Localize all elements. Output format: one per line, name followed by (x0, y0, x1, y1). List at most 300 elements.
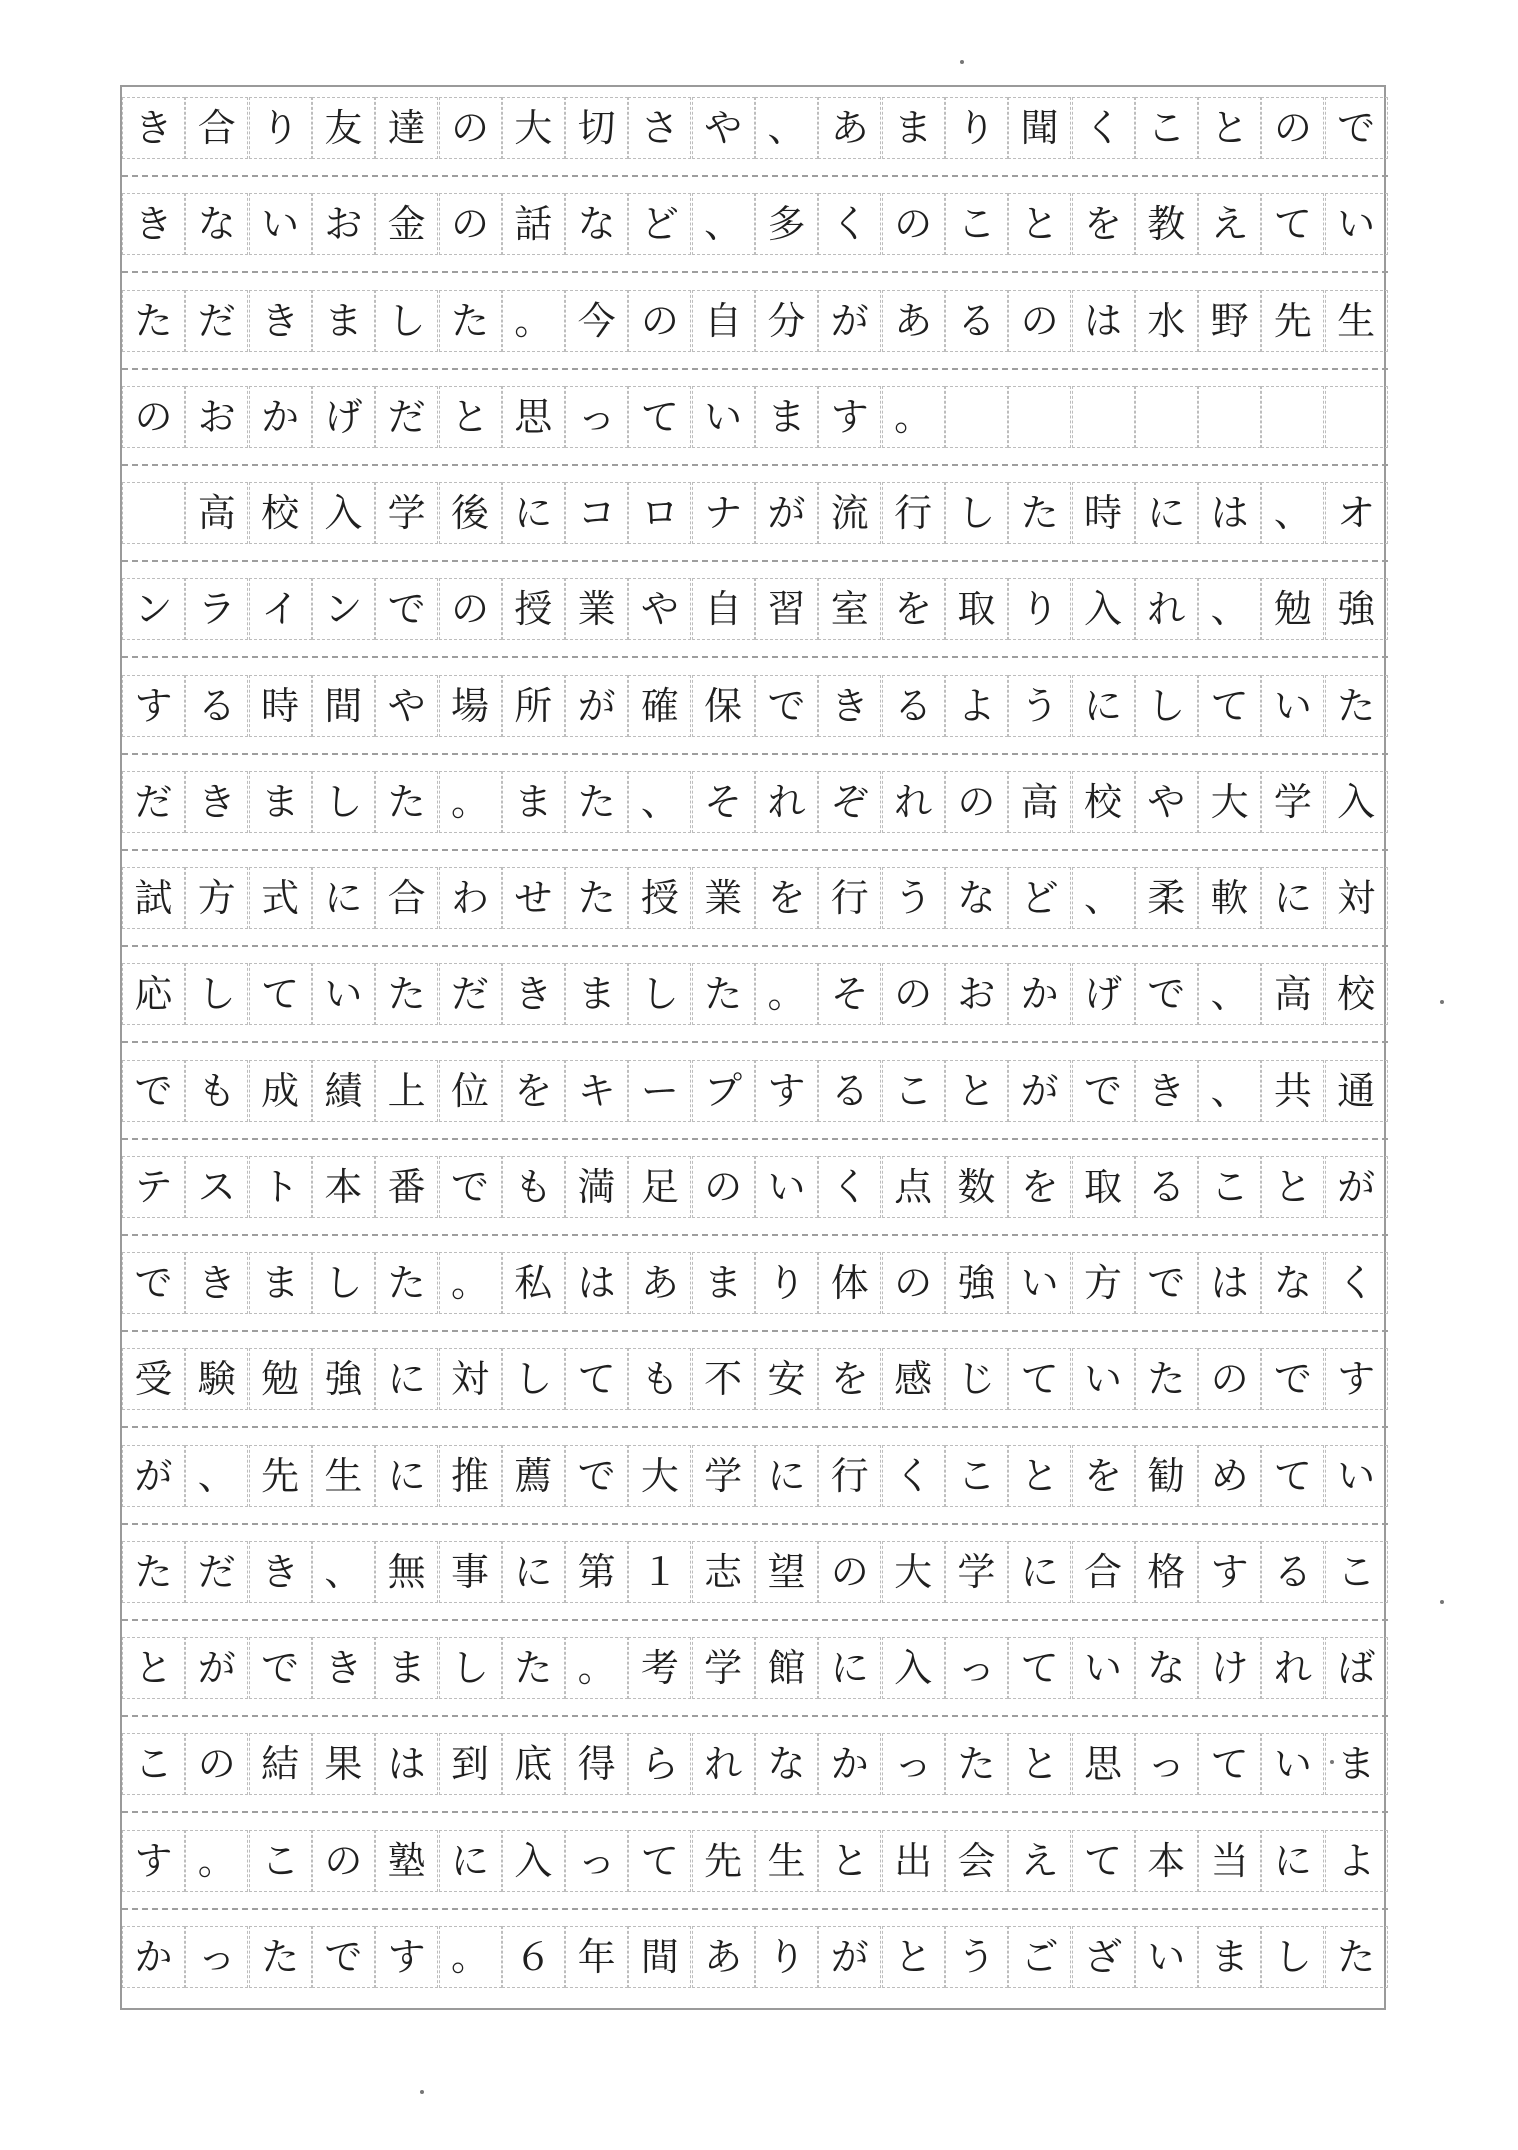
manuscript-cell: 生 (1325, 290, 1388, 352)
manuscript-cell: か (122, 1926, 185, 1988)
manuscript-cell: た (375, 1252, 438, 1314)
manuscript-cell: 生 (755, 1830, 818, 1892)
manuscript-cell: や (692, 97, 755, 159)
manuscript-cell: す (818, 386, 881, 448)
row-separator (122, 656, 1388, 658)
manuscript-cell: で (249, 1637, 312, 1699)
manuscript-cell: す (755, 1060, 818, 1122)
manuscript-cell: 今 (565, 290, 628, 352)
manuscript-cell: る (945, 290, 1008, 352)
manuscript-cell: 大 (1198, 771, 1261, 833)
manuscript-cell: く (1325, 1252, 1388, 1314)
manuscript-cell: 推 (439, 1445, 502, 1507)
manuscript-cell: 勉 (1261, 578, 1324, 640)
manuscript-cell: り (1008, 578, 1071, 640)
manuscript-cell: 、 (755, 97, 818, 159)
manuscript-cell: き (122, 97, 185, 159)
manuscript-cell: 先 (1261, 290, 1324, 352)
manuscript-cell: 授 (502, 578, 565, 640)
manuscript-cell: 業 (692, 867, 755, 929)
manuscript-cell: 勉 (249, 1348, 312, 1410)
manuscript-cell: 本 (1135, 1830, 1198, 1892)
row-separator (122, 1523, 1388, 1525)
manuscript-cell: ６ (502, 1926, 565, 1988)
manuscript-cell: 行 (882, 482, 945, 544)
manuscript-cell: い (1261, 1733, 1324, 1795)
manuscript-cell: 績 (312, 1060, 375, 1122)
manuscript-cell: に (502, 482, 565, 544)
manuscript-cell: 強 (945, 1252, 1008, 1314)
manuscript-cell: や (1135, 771, 1198, 833)
manuscript-cell: だ (122, 771, 185, 833)
manuscript-cell: の (882, 193, 945, 255)
manuscript-cell: 安 (755, 1348, 818, 1410)
manuscript-cell: 校 (249, 482, 312, 544)
manuscript-cell: い (1008, 1252, 1071, 1314)
manuscript-cell: き (249, 290, 312, 352)
manuscript-cell: 勧 (1135, 1445, 1198, 1507)
manuscript-row (122, 193, 1388, 255)
manuscript-cell: う (1008, 675, 1071, 737)
manuscript-cell: や (375, 675, 438, 737)
manuscript-cell: く (818, 1156, 881, 1218)
row-separator (122, 1811, 1388, 1813)
manuscript-cell: た (692, 963, 755, 1025)
manuscript-cell: な (1261, 1252, 1324, 1314)
manuscript-cell: イ (249, 578, 312, 640)
manuscript-cell: 業 (565, 578, 628, 640)
manuscript-cell: い (1135, 1926, 1198, 1988)
manuscript-cell: 高 (185, 482, 248, 544)
manuscript-cell: 習 (755, 578, 818, 640)
manuscript-cell: こ (1198, 1156, 1261, 1218)
manuscript-cell: に (818, 1637, 881, 1699)
manuscript-cell: 点 (882, 1156, 945, 1218)
manuscript-row (122, 1060, 1388, 1122)
manuscript-cell: て (1198, 675, 1261, 737)
manuscript-cell: ラ (185, 578, 248, 640)
manuscript-cell: の (692, 1156, 755, 1218)
manuscript-cell: を (818, 1348, 881, 1410)
manuscript-cell: 教 (1135, 193, 1198, 255)
manuscript-cell: き (122, 193, 185, 255)
manuscript-cell: 金 (375, 193, 438, 255)
manuscript-cell: き (1135, 1060, 1198, 1122)
manuscript-cell: の (439, 193, 502, 255)
manuscript-cell: と (1261, 1156, 1324, 1218)
manuscript-cell: 学 (692, 1445, 755, 1507)
manuscript-cell: し (185, 963, 248, 1025)
manuscript-cell: 満 (565, 1156, 628, 1218)
manuscript-cell: っ (882, 1733, 945, 1795)
manuscript-cell: の (439, 97, 502, 159)
manuscript-cell: か (249, 386, 312, 448)
manuscript-cell: 流 (818, 482, 881, 544)
manuscript-cell: 大 (628, 1445, 691, 1507)
manuscript-cell (1008, 386, 1071, 448)
manuscript-row (122, 1733, 1388, 1795)
manuscript-cell: に (755, 1445, 818, 1507)
manuscript-cell: を (1008, 1156, 1071, 1218)
manuscript-cell: 高 (1261, 963, 1324, 1025)
manuscript-cell: い (1072, 1637, 1135, 1699)
manuscript-cell: 応 (122, 963, 185, 1025)
manuscript-cell: 感 (882, 1348, 945, 1410)
manuscript-cell: る (1261, 1541, 1324, 1603)
manuscript-cell: え (1008, 1830, 1071, 1892)
manuscript-cell: い (1072, 1348, 1135, 1410)
manuscript-cell: こ (249, 1830, 312, 1892)
manuscript-cell: る (185, 675, 248, 737)
manuscript-cell: の (1261, 97, 1324, 159)
manuscript-cell: 軟 (1198, 867, 1261, 929)
manuscript-cell: 受 (122, 1348, 185, 1410)
manuscript-cell: お (312, 193, 375, 255)
manuscript-cell: る (1135, 1156, 1198, 1218)
manuscript-cell: で (1135, 963, 1198, 1025)
manuscript-cell: ま (755, 386, 818, 448)
manuscript-cell: し (439, 1637, 502, 1699)
manuscript-cell: に (1261, 1830, 1324, 1892)
manuscript-cell: れ (882, 771, 945, 833)
manuscript-row (122, 97, 1388, 159)
manuscript-cell: 私 (502, 1252, 565, 1314)
manuscript-cell: 出 (882, 1830, 945, 1892)
manuscript-row (122, 578, 1388, 640)
scan-speck (1330, 1760, 1334, 1764)
manuscript-cell: が (565, 675, 628, 737)
manuscript-cell: に (1072, 675, 1135, 737)
manuscript-cell: よ (945, 675, 1008, 737)
manuscript-cell: の (122, 386, 185, 448)
manuscript-cell: に (1008, 1541, 1071, 1603)
scan-speck (960, 60, 964, 64)
manuscript-cell: 取 (945, 578, 1008, 640)
manuscript-cell: は (1198, 482, 1261, 544)
manuscript-cell: 生 (312, 1445, 375, 1507)
manuscript-cell: た (122, 290, 185, 352)
manuscript-cell: 、 (1198, 1060, 1261, 1122)
manuscript-cell: こ (1325, 1541, 1388, 1603)
manuscript-cell: の (882, 1252, 945, 1314)
manuscript-cell: わ (439, 867, 502, 929)
manuscript-cell: ま (1325, 1733, 1388, 1795)
manuscript-cell: 位 (439, 1060, 502, 1122)
manuscript-cell: 学 (1261, 771, 1324, 833)
manuscript-cell: 先 (692, 1830, 755, 1892)
manuscript-row (122, 1348, 1388, 1410)
manuscript-cell: と (1198, 97, 1261, 159)
manuscript-cell: か (1008, 963, 1071, 1025)
manuscript-cell: な (1135, 1637, 1198, 1699)
manuscript-cell: 所 (502, 675, 565, 737)
manuscript-cell: が (755, 482, 818, 544)
manuscript-cell: 、 (1198, 963, 1261, 1025)
manuscript-cell: で (312, 1926, 375, 1988)
manuscript-cell: 数 (945, 1156, 1008, 1218)
manuscript-cell: の (818, 1541, 881, 1603)
manuscript-cell: な (185, 193, 248, 255)
manuscript-cell: な (565, 193, 628, 255)
manuscript-cell: い (249, 193, 312, 255)
manuscript-cell: た (375, 771, 438, 833)
manuscript-row (122, 867, 1388, 929)
manuscript-cell: コ (565, 482, 628, 544)
manuscript-cell: の (1008, 290, 1071, 352)
manuscript-cell: っ (565, 386, 628, 448)
manuscript-row (122, 1926, 1388, 1988)
manuscript-cell: 試 (122, 867, 185, 929)
manuscript-cell: 年 (565, 1926, 628, 1988)
manuscript-cell: も (628, 1348, 691, 1410)
manuscript-cell: た (502, 1637, 565, 1699)
manuscript-cell: 得 (565, 1733, 628, 1795)
manuscript-cell: じ (945, 1348, 1008, 1410)
manuscript-cell: と (818, 1830, 881, 1892)
manuscript-cell: り (755, 1926, 818, 1988)
manuscript-cell: き (818, 675, 881, 737)
manuscript-cell: 時 (1072, 482, 1135, 544)
manuscript-cell: と (1008, 1733, 1071, 1795)
manuscript-cell: 共 (1261, 1060, 1324, 1122)
manuscript-row (122, 1830, 1388, 1892)
manuscript-cell: き (185, 1252, 248, 1314)
manuscript-cell: ご (1008, 1926, 1071, 1988)
manuscript-cell: 間 (312, 675, 375, 737)
manuscript-cell: て (628, 1830, 691, 1892)
manuscript-cell: 室 (818, 578, 881, 640)
manuscript-cell: そ (692, 771, 755, 833)
manuscript-cell: で (1072, 1060, 1135, 1122)
manuscript-cell: 入 (502, 1830, 565, 1892)
manuscript-cell: っ (565, 1830, 628, 1892)
manuscript-cell: 場 (439, 675, 502, 737)
manuscript-cell: く (1072, 97, 1135, 159)
manuscript-cell: た (1008, 482, 1071, 544)
manuscript-cell: た (565, 867, 628, 929)
manuscript-cell: を (882, 578, 945, 640)
manuscript-cell: せ (502, 867, 565, 929)
manuscript-cell: 入 (1325, 771, 1388, 833)
manuscript-cell: は (1198, 1252, 1261, 1314)
manuscript-cell: ま (565, 963, 628, 1025)
manuscript-cell: 話 (502, 193, 565, 255)
manuscript-cell: あ (692, 1926, 755, 1988)
manuscript-cell: は (565, 1252, 628, 1314)
manuscript-cell: 体 (818, 1252, 881, 1314)
manuscript-cell: け (1198, 1637, 1261, 1699)
manuscript-cell: て (1261, 193, 1324, 255)
manuscript-cell: 無 (375, 1541, 438, 1603)
manuscript-cell: て (1008, 1348, 1071, 1410)
manuscript-cell: た (249, 1926, 312, 1988)
manuscript-cell: て (628, 386, 691, 448)
manuscript-cell: １ (628, 1541, 691, 1603)
manuscript-cell: て (1072, 1830, 1135, 1892)
manuscript-cell: 館 (755, 1637, 818, 1699)
manuscript-cell: い (1325, 1445, 1388, 1507)
row-separator (122, 1715, 1388, 1717)
manuscript-cell: 。 (185, 1830, 248, 1892)
manuscript-row (122, 1156, 1388, 1218)
manuscript-cell: 験 (185, 1348, 248, 1410)
manuscript-cell: り (755, 1252, 818, 1314)
manuscript-cell: 取 (1072, 1156, 1135, 1218)
manuscript-row (122, 1541, 1388, 1603)
manuscript-cell: 事 (439, 1541, 502, 1603)
manuscript-cell: た (1135, 1348, 1198, 1410)
manuscript-cell: に (502, 1541, 565, 1603)
manuscript-cell: 、 (692, 193, 755, 255)
manuscript-cell: ど (1008, 867, 1071, 929)
manuscript-cell: と (439, 386, 502, 448)
manuscript-cell: の (439, 578, 502, 640)
manuscript-cell: る (882, 675, 945, 737)
manuscript-cell (1135, 386, 1198, 448)
manuscript-cell: 保 (692, 675, 755, 737)
manuscript-row (122, 771, 1388, 833)
manuscript-cell: こ (945, 193, 1008, 255)
manuscript-cell: ー (628, 1060, 691, 1122)
row-separator (122, 1138, 1388, 1140)
manuscript-cell: の (882, 963, 945, 1025)
manuscript-cell: き (502, 963, 565, 1025)
manuscript-cell: ざ (1072, 1926, 1135, 1988)
manuscript-cell: 校 (1325, 963, 1388, 1025)
row-separator (122, 464, 1388, 466)
manuscript-cell: 入 (1072, 578, 1135, 640)
manuscript-cell: 、 (1072, 867, 1135, 929)
manuscript-cell: で (1325, 97, 1388, 159)
manuscript-cell: 大 (502, 97, 565, 159)
manuscript-cell: た (565, 771, 628, 833)
manuscript-cell: 校 (1072, 771, 1135, 833)
manuscript-cell: 、 (312, 1541, 375, 1603)
manuscript-cell: ま (375, 1637, 438, 1699)
manuscript-cell: 番 (375, 1156, 438, 1218)
manuscript-cell: 水 (1135, 290, 1198, 352)
manuscript-cell: あ (882, 290, 945, 352)
manuscript-cell: 上 (375, 1060, 438, 1122)
manuscript-cell: の (312, 1830, 375, 1892)
manuscript-cell: あ (818, 97, 881, 159)
manuscript-cell: て (249, 963, 312, 1025)
manuscript-cell: 底 (502, 1733, 565, 1795)
manuscript-cell: く (882, 1445, 945, 1507)
manuscript-cell: に (1261, 867, 1324, 929)
manuscript-cell: に (1135, 482, 1198, 544)
manuscript-cell: し (312, 1252, 375, 1314)
manuscript-cell: ン (122, 578, 185, 640)
manuscript-cell: あ (628, 1252, 691, 1314)
manuscript-cell: す (122, 1830, 185, 1892)
manuscript-cell: い (1261, 675, 1324, 737)
manuscript-cell: い (1325, 193, 1388, 255)
manuscript-row (122, 290, 1388, 352)
manuscript-cell: ま (249, 771, 312, 833)
manuscript-cell (122, 482, 185, 544)
manuscript-cell: れ (1261, 1637, 1324, 1699)
row-separator (122, 1426, 1388, 1428)
manuscript-cell: を (755, 867, 818, 929)
manuscript-cell: し (375, 290, 438, 352)
manuscript-cell: 学 (945, 1541, 1008, 1603)
manuscript-cell: 。 (439, 1252, 502, 1314)
manuscript-row (122, 963, 1388, 1025)
manuscript-cell: だ (185, 1541, 248, 1603)
row-separator (122, 1330, 1388, 1332)
row-separator (122, 1908, 1388, 1910)
manuscript-cell: 間 (628, 1926, 691, 1988)
manuscript-cell: え (1198, 193, 1261, 255)
manuscript-cell: 、 (185, 1445, 248, 1507)
manuscript-cell: て (1261, 1445, 1324, 1507)
manuscript-cell (1198, 386, 1261, 448)
manuscript-cell: し (628, 963, 691, 1025)
manuscript-cell: も (502, 1156, 565, 1218)
manuscript-cell: は (375, 1733, 438, 1795)
manuscript-cell: だ (375, 386, 438, 448)
manuscript-cell: 対 (439, 1348, 502, 1410)
manuscript-cell: た (122, 1541, 185, 1603)
manuscript-cell: だ (185, 290, 248, 352)
manuscript-cell: す (122, 675, 185, 737)
manuscript-paper (120, 85, 1386, 2010)
manuscript-cell: こ (122, 1733, 185, 1795)
manuscript-cell: 自 (692, 578, 755, 640)
manuscript-cell: 薦 (502, 1445, 565, 1507)
manuscript-cell: 。 (565, 1637, 628, 1699)
manuscript-cell: し (1135, 675, 1198, 737)
manuscript-cell: ン (312, 578, 375, 640)
manuscript-cell: 本 (312, 1156, 375, 1218)
manuscript-cell: ぞ (818, 771, 881, 833)
manuscript-cell: こ (882, 1060, 945, 1122)
manuscript-cell: し (1261, 1926, 1324, 1988)
manuscript-cell: き (249, 1541, 312, 1603)
manuscript-cell: 柔 (1135, 867, 1198, 929)
manuscript-cell: 式 (249, 867, 312, 929)
manuscript-cell: 不 (692, 1348, 755, 1410)
manuscript-cell: た (375, 963, 438, 1025)
manuscript-cell: 大 (882, 1541, 945, 1603)
manuscript-cell: キ (565, 1060, 628, 1122)
manuscript-cell: 。 (755, 963, 818, 1025)
manuscript-cell: 多 (755, 193, 818, 255)
manuscript-cell: 会 (945, 1830, 1008, 1892)
manuscript-cell: 確 (628, 675, 691, 737)
manuscript-cell: れ (1135, 578, 1198, 640)
manuscript-cell: の (185, 1733, 248, 1795)
manuscript-cell: 合 (185, 97, 248, 159)
manuscript-cell: の (945, 771, 1008, 833)
manuscript-cell: 考 (628, 1637, 691, 1699)
manuscript-cell: め (1198, 1445, 1261, 1507)
manuscript-cell: る (818, 1060, 881, 1122)
row-separator (122, 560, 1388, 562)
manuscript-cell: に (439, 1830, 502, 1892)
manuscript-cell: 方 (1072, 1252, 1135, 1314)
manuscript-cell: 切 (565, 97, 628, 159)
manuscript-cell: う (882, 867, 945, 929)
manuscript-cell: き (185, 771, 248, 833)
manuscript-cell: で (755, 675, 818, 737)
manuscript-cell: そ (818, 963, 881, 1025)
row-separator (122, 945, 1388, 947)
manuscript-cell: 第 (565, 1541, 628, 1603)
manuscript-cell: 思 (1072, 1733, 1135, 1795)
manuscript-row (122, 386, 1388, 448)
